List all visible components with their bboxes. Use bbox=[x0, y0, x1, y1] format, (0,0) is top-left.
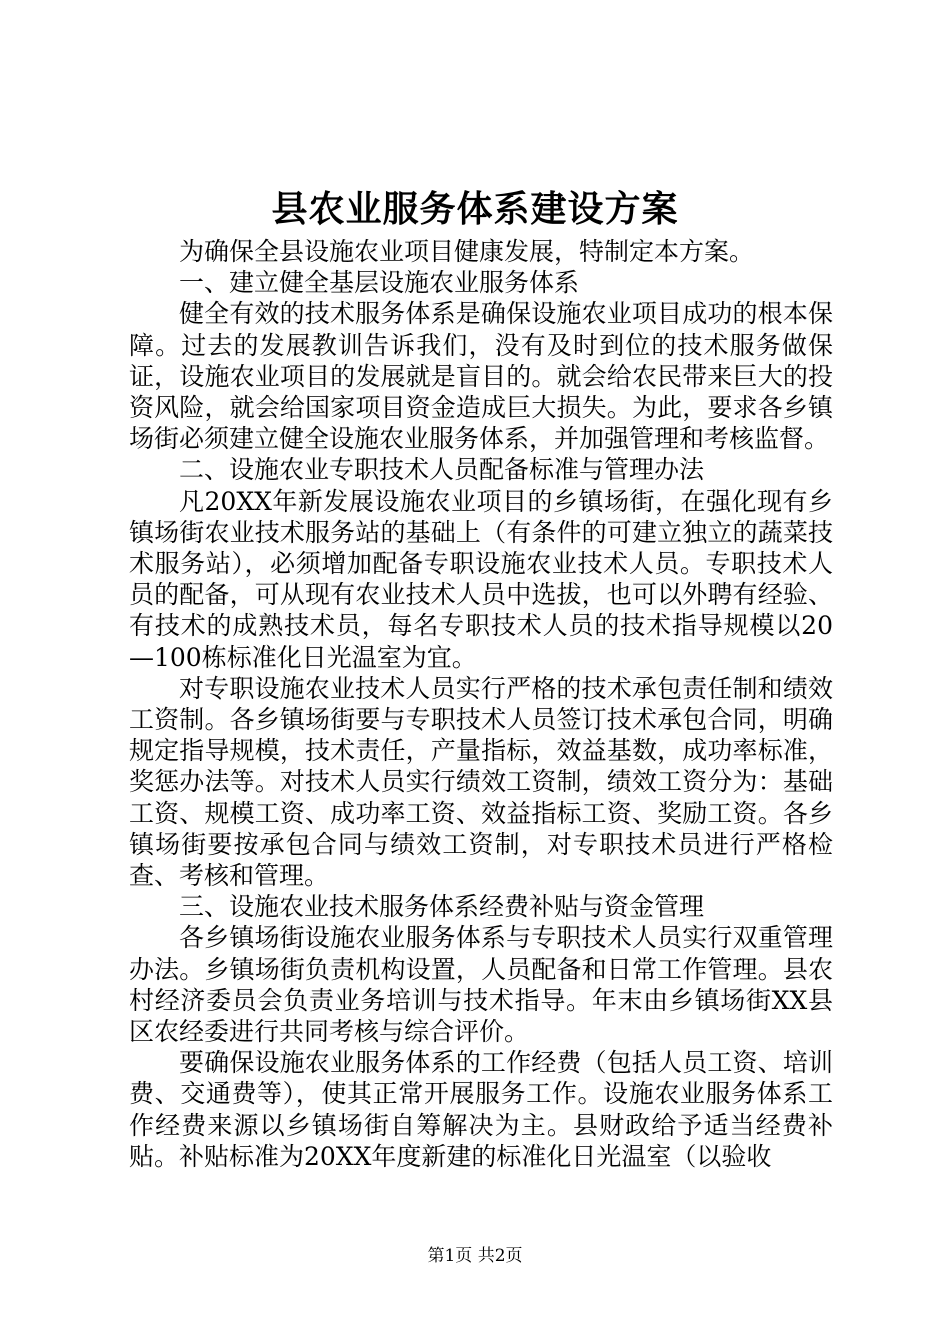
paragraph: 对专职设施农业技术人员实行严格的技术承包责任制和绩效工资制。各乡镇场街要与专职技术人员签订技术承包合同，明确规定指导规模，技术责任，产量指标，效益基数，成功率标准，奖惩办法等。对技术人员实行绩效工资制，绩效工资分为：基础工资、规模工资、成功率工资、效益指标工资、奖励工资。各乡镇场街要按承包合同与绩效工资制，对专职技术员进行严格检查、考核和管理。 bbox=[129, 673, 833, 891]
document-body bbox=[129, 236, 833, 1172]
paragraph: 健全有效的技术服务体系是确保设施农业项目成功的根本保障。过去的发展教训告诉我们，没有及时到位的技术服务做保证，设施农业项目的发展就是盲目的。就会给农民带来巨大的投资风险，就会给国家项目资金造成巨大损失。为此，要求各乡镇场街必须建立健全设施农业服务体系，并加强管理和考核监督。 bbox=[129, 299, 833, 454]
section-heading-3: 三、设施农业技术服务体系经费补贴与资金管理 bbox=[179, 892, 705, 922]
paragraph-intro: 为确保全县设施农业项目健康发展，特制定本方案。 bbox=[179, 237, 755, 266]
paragraph: 要确保设施农业服务体系的工作经费（包括人员工资、培训费、交通费等），使其正常开展服务工作。设施农业服务体系工作经费来源以乡镇场街自筹解决为主。县财政给予适当经费补贴。补贴标准为20XX年度新建的标准化日光温室（以验收 bbox=[129, 1048, 833, 1171]
section-heading-2: 二、设施农业专职技术人员配备标准与管理办法 bbox=[179, 455, 705, 485]
document-title: 县农业服务体系建设方案 bbox=[271, 188, 679, 230]
paragraph: 凡20XX年新发展设施农业项目的乡镇场街，在强化现有乡镇场街农业技术服务站的基础上（有条件的可建立独立的蔬菜技术服务站），必须增加配备专职设施农业技术人员。专职技术人员的配备，可从现有农业技术人员中选拔，也可以外聘有经验、有技术的成熟技术员，每名专职技术人员的技术指导规模以20—100栋标准化日光温室为宜。 bbox=[129, 486, 833, 672]
paragraph: 各乡镇场街设施农业服务体系与专职技术人员实行双重管理办法。乡镇场街负责机构设置，人员配备和日常工作管理。县农村经济委员会负责业务培训与技术指导。年末由乡镇场街XX县区农经委进行共同考核与综合评价。 bbox=[129, 923, 833, 1047]
page-footer: 第1页 共2页 bbox=[427, 1246, 523, 1266]
section-heading-1: 一、建立健全基层设施农业服务体系 bbox=[179, 268, 580, 298]
